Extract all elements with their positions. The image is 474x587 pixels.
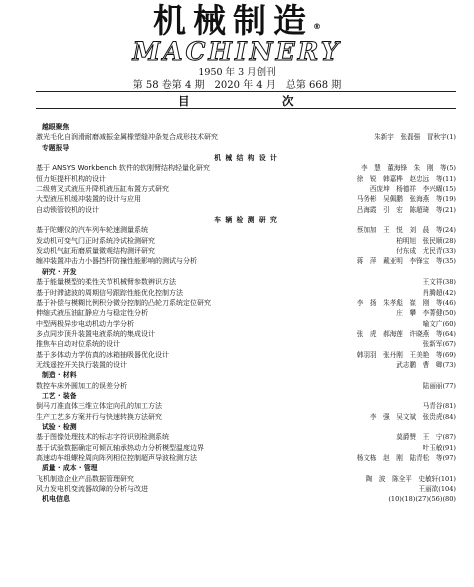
toc-heading bbox=[0, 93, 474, 106]
entry-title: 自动锁管铰机的设计 bbox=[36, 205, 99, 214]
entry-title: 激光毛化自润滑耐磨减振金属橡塑缝冲条复合成形技术研究 bbox=[36, 133, 218, 142]
entry-authors-page: 李 强 吴文斌 张贵虎(84) bbox=[369, 412, 456, 421]
toc-heading-left: 目 bbox=[178, 94, 190, 108]
entry-authors-page: 庄 攀 李菁健(50) bbox=[396, 309, 456, 318]
entry-title: 大型液压机缓冲装置的设计与应用 bbox=[36, 195, 141, 204]
section-label: 制造 · 材料 bbox=[42, 371, 77, 380]
section-label: 工艺 · 装备 bbox=[42, 391, 77, 400]
section-heading bbox=[36, 463, 456, 473]
entry-authors-page: 蒋 萍 戴亚明 李锋宝 等(35) bbox=[356, 257, 456, 266]
entry-title: 缠冲装置冲击力小器挡杆防撞性能影响的测试与分析 bbox=[36, 257, 197, 266]
subsection-heading: 车 辆 检 测 研 究 bbox=[214, 216, 278, 225]
toc-entry bbox=[36, 184, 456, 194]
toc-entry bbox=[36, 381, 456, 391]
section-heading bbox=[36, 267, 456, 277]
toc-entry bbox=[36, 194, 456, 204]
toc-entry bbox=[36, 319, 456, 329]
entry-authors-page: 吕海霞 引 宏 陈超琦 等(21) bbox=[356, 205, 456, 214]
entry-authors-page: 武志鹏 曹 卿(73) bbox=[396, 360, 456, 369]
entry-title: 数控车床外圆加工的误差分析 bbox=[36, 381, 127, 390]
entry-title: 基于 ANSYS Workbench 软件的软刚臂结构轻量化研究 bbox=[36, 164, 211, 173]
toc-entry bbox=[36, 225, 456, 235]
entry-authors-page: 韩羽羽 张丹刚 王美艳 等(69) bbox=[356, 350, 456, 359]
entry-title: 基于能量模型的柔性关节机械臂参数辨识方法 bbox=[36, 278, 176, 287]
toc-entry bbox=[36, 360, 456, 370]
entry-title: 发动机可变气门正时系统冷试检测研究 bbox=[36, 236, 155, 245]
heading-rule bbox=[36, 108, 456, 109]
entry-title: 生产工艺多方案并行与快速转换方法研究 bbox=[36, 412, 162, 421]
entry-title: 高速动车组螺栓周向阵列相位控制超声导波检测方法 bbox=[36, 454, 197, 462]
toc-entry bbox=[36, 132, 456, 142]
entry-title: 发动机气缸珩磨质量微观结构测评研究 bbox=[36, 247, 155, 256]
toc-entry bbox=[36, 246, 456, 256]
toc-entry bbox=[36, 484, 456, 494]
entry-title: 伸缩式液压油缸静应力与稳定性分析 bbox=[36, 309, 148, 318]
entry-authors-page: 陶 波 陈全平 史敏轩(101) bbox=[365, 474, 456, 483]
entry-title: 倒马刀准直体三维立体定向孔的加工方法 bbox=[36, 402, 162, 411]
toc-entry bbox=[36, 494, 456, 504]
registered-mark: ® bbox=[313, 22, 321, 31]
entry-authors-page: 叶玉敏(91) bbox=[422, 443, 456, 452]
toc-entry bbox=[36, 308, 456, 318]
masthead bbox=[0, 2, 474, 93]
section-heading bbox=[36, 370, 456, 380]
entry-authors-page: 蔡加加 王 悦 刘 晨 等(24) bbox=[356, 226, 456, 235]
toc-entry bbox=[36, 329, 456, 339]
toc-entry bbox=[36, 288, 456, 298]
entry-authors-page: 王文祥(38) bbox=[422, 278, 456, 287]
section-heading bbox=[36, 391, 456, 401]
toc-entry bbox=[36, 443, 456, 453]
entry-title: 二级剪叉式液压升降机液压缸布置方式研究 bbox=[36, 185, 169, 194]
entry-title: 基于试验数据确定可倾瓦轴承热动力分析模型温度边界 bbox=[36, 443, 204, 452]
entry-authors-page: 喻文广(60) bbox=[422, 319, 456, 328]
entry-authors-page: 张 虎 郝海莲 许晓燕 等(64) bbox=[356, 329, 456, 338]
toc-entry bbox=[36, 401, 456, 411]
entry-title: 机电信息 bbox=[42, 495, 70, 504]
section-label: 试验 · 检测 bbox=[42, 422, 77, 431]
entry-title: 推焦车自动对位系统的设计 bbox=[36, 340, 120, 349]
journal-title-en: MACHINERY bbox=[132, 37, 342, 66]
entry-authors-page: 张新军(67) bbox=[422, 340, 456, 349]
toc-entry bbox=[36, 205, 456, 215]
section-label: 专题报导 bbox=[42, 143, 70, 152]
entry-authors-page: 付东成 尤民青(33) bbox=[396, 247, 456, 256]
entry-title: 基于多体动力学仿真的冰箱抽吸器优化设计 bbox=[36, 350, 169, 359]
section-heading bbox=[36, 143, 456, 153]
entry-authors-page: (10)(18)(27)(56)(80) bbox=[388, 495, 456, 504]
toc-entry bbox=[36, 474, 456, 484]
section-label: 质量 · 成本 · 管理 bbox=[42, 464, 98, 473]
toc-entry bbox=[36, 339, 456, 349]
toc-entry bbox=[36, 277, 456, 287]
toc-entry bbox=[36, 298, 456, 308]
entry-authors-page: 徐 锐 韩嘉桦 赵忠远 等(11) bbox=[356, 174, 456, 183]
toc-entry bbox=[36, 350, 456, 360]
section-label: 研究 · 开发 bbox=[42, 267, 77, 276]
entry-title: 基于时滞滤波的周期信号跟踪性能优化控制方法 bbox=[36, 288, 183, 297]
entry-authors-page: 李 慧 董海锋 朱 刚 等(5) bbox=[360, 164, 456, 173]
founded-date: 1950 年 3 月创刊 bbox=[198, 67, 276, 78]
entry-authors-page: 李 扬 朱孝彪 崔 刚 等(46) bbox=[356, 298, 456, 307]
entry-title: 无线遥控开关执行装置的设计 bbox=[36, 360, 127, 369]
entry-authors-page: 杨文栋 赵 刚 陆青松 等(97) bbox=[356, 454, 456, 462]
section-heading bbox=[36, 122, 456, 132]
entry-title: 风力发电机变流器故障的分析与改进 bbox=[36, 485, 148, 494]
toc-entry bbox=[36, 236, 456, 246]
entry-authors-page: 马青谷(81) bbox=[422, 402, 456, 411]
entry-title: 基于陀螺仪的汽车列车轮速测量系统 bbox=[36, 226, 148, 235]
table-of-contents bbox=[36, 122, 456, 505]
toc-heading-right: 次 bbox=[282, 94, 294, 108]
entry-authors-page: 西庞坤 杨德祥 李兴曜(15) bbox=[369, 185, 456, 194]
section-heading bbox=[36, 422, 456, 432]
toc-entry bbox=[36, 432, 456, 442]
toc-entry bbox=[36, 453, 456, 463]
toc-entry bbox=[36, 174, 456, 184]
entry-authors-page: 陆丽丽(77) bbox=[422, 381, 456, 390]
toc-entry bbox=[36, 412, 456, 422]
toc-entry bbox=[36, 256, 456, 266]
entry-title: 中型两极异步电动机动力学分析 bbox=[36, 319, 134, 328]
entry-title: 基于补偿与模糊比例积分微分控制的凸轮刀系统定位研究 bbox=[36, 298, 211, 307]
toc-entry bbox=[36, 163, 456, 173]
top-rule bbox=[36, 91, 456, 92]
entry-authors-page: 王丽欲(104) bbox=[418, 485, 456, 494]
issue-info: 第 58 卷第 4 期 2020 年 4 月 总第 668 期 bbox=[132, 80, 342, 91]
entry-title: 飞机制造企业产品数据管理研究 bbox=[36, 474, 134, 483]
entry-authors-page: 柏明旭 张民顺(28) bbox=[396, 236, 456, 245]
entry-title: 基于图像处理技术的标志字符识别检测系统 bbox=[36, 433, 169, 442]
subsection-heading: 机 械 结 构 设 计 bbox=[214, 154, 278, 163]
section-label: 越眼聚焦 bbox=[42, 123, 70, 131]
entry-authors-page: 朱新宇 张磊强 冒秋宇(1) bbox=[374, 133, 456, 142]
entry-title: 恒力矩提杆机构的设计 bbox=[36, 174, 106, 183]
entry-authors-page: 肖腾超(42) bbox=[422, 288, 456, 297]
entry-title: 多点同步顶升装置电液系统的集成设计 bbox=[36, 329, 155, 338]
entry-authors-page: 马务彬 吴佩鹏 张海燕 等(19) bbox=[356, 195, 456, 204]
entry-authors-page: 莫爵赞 王 宁(87) bbox=[396, 433, 456, 442]
journal-title-cn: 机械制造® bbox=[153, 1, 321, 40]
